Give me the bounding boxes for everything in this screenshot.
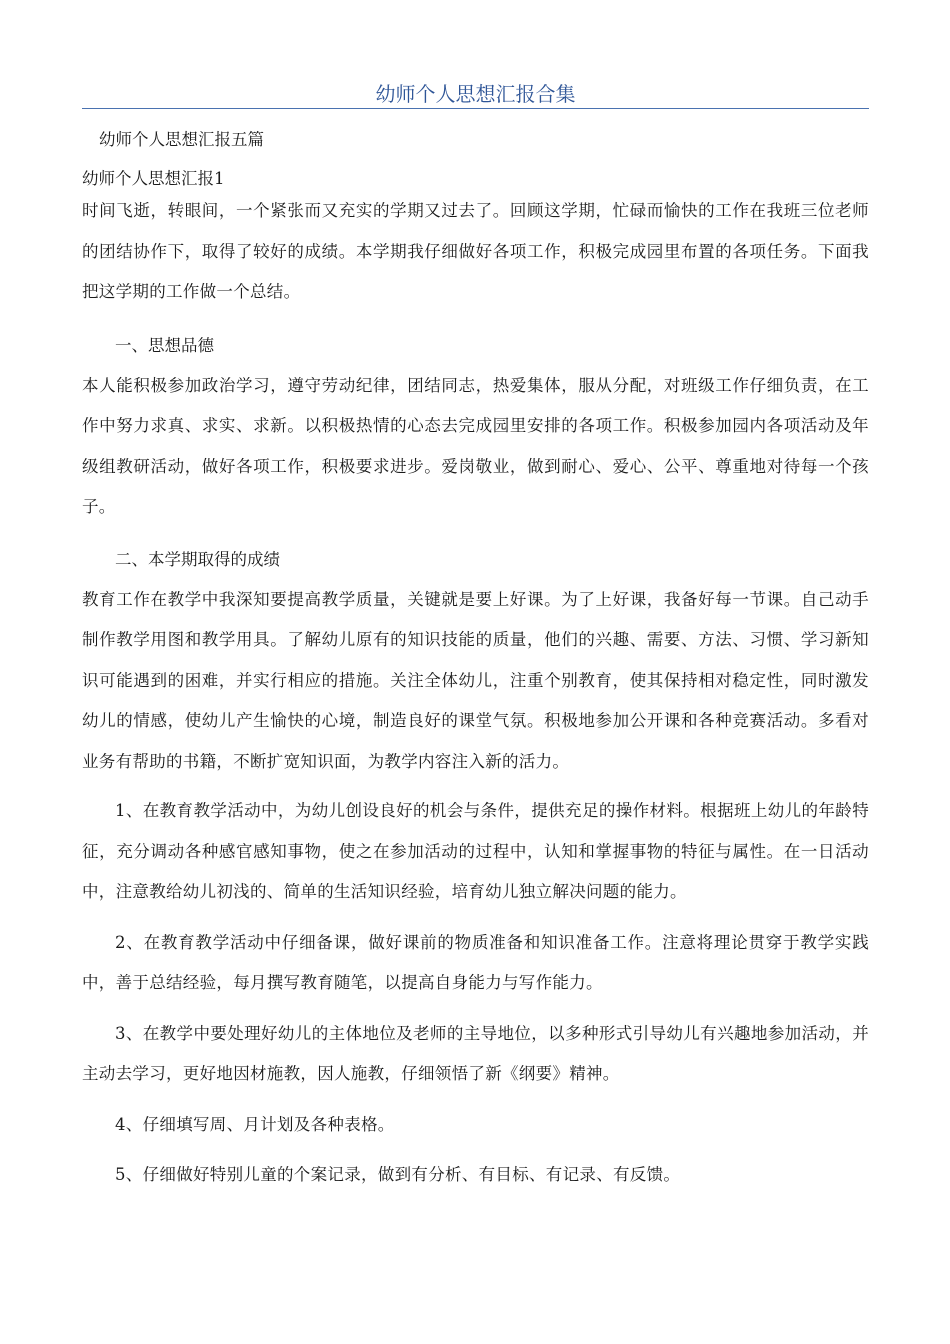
list-item: 2、在教育教学活动中仔细备课，做好课前的物质准备和知识准备工作。注意将理论贯穿于教学实践中，善于总结经验，每月撰写教育随笔，以提高自身能力与写作能力。 [82,932,869,992]
section-ideology-body: 本人能积极参加政治学习，遵守劳动纪律，团结同志，热爱集体，服从分配，对班级工作仔细负责，在工作中努力求真、求实、求新。以积极热情的心态去完成园里安排的各项工作。积极参加园内各项活动及年级组教研活动，做好各项工作，积极要求进步。爱岗敬业，做到耐心、爱心、公平、尊重地对待每一个孩子。 [82,375,869,516]
document-body [82,124,869,1196]
collection-subtitle: 幼师个人思想汇报五篇 [99,130,264,149]
article-title: 幼师个人思想汇报1 [82,169,225,188]
list-item: 5、仔细做好特别儿童的个案记录，做到有分析、有目标、有记录、有反馈。 [115,1165,681,1184]
list-item: 1、在教育教学活动中，为幼儿创设良好的机会与条件，提供充足的操作材料。根据班上幼儿的年龄特征，充分调动各种感官感知事物，使之在参加活动的过程中，认知和掌握事物的特征与属性。在一日活动中，注意教给幼儿初浅的、简单的生活知识经验，培育幼儿独立解决问题的能力。 [82,801,869,901]
section-heading-ideology: 一、思想品德 [115,335,214,355]
section-achievements-body: 教育工作在教学中我深知要提高教学质量，关键就是要上好课。为了上好课，我备好每一节课。自己动手制作教学用图和教学用具。了解幼儿原有的知识技能的质量，他们的兴趣、需要、方法、习惯、学习新知识可能遇到的困难，并实行相应的措施。关注全体幼儿，注重个别教育，使其保持相对稳定性，同时激发幼儿的情感，使幼儿产生愉快的心境，制造良好的课堂气氛。积极地参加公开课和各种竞赛活动。多看对业务有帮助的书籍，不断扩宽知识面，为教学内容注入新的活力。 [82,589,869,771]
title-divider [82,108,869,109]
section-heading-achievements: 二、本学期取得的成绩 [115,549,280,569]
list-item: 4、仔细填写周、月计划及各种表格。 [115,1114,395,1134]
list-item: 3、在教学中要处理好幼儿的主体地位及老师的主导地位，以多种形式引导幼儿有兴趣地参加活动，并主动去学习，更好地因材施教，因人施教，仔细领悟了新《纲要》精神。 [82,1023,869,1083]
document-title: 幼师个人思想汇报合集 [375,82,576,106]
intro-paragraph: 时间飞逝，转眼间，一个紧张而又充实的学期又过去了。回顾这学期，忙碌而愉快的工作在我班三位老师的团结协作下，取得了较好的成绩。本学期我仔细做好各项工作，积极完成园里布置的各项任务。下面我把这学期的工作做一个总结。 [82,201,869,301]
